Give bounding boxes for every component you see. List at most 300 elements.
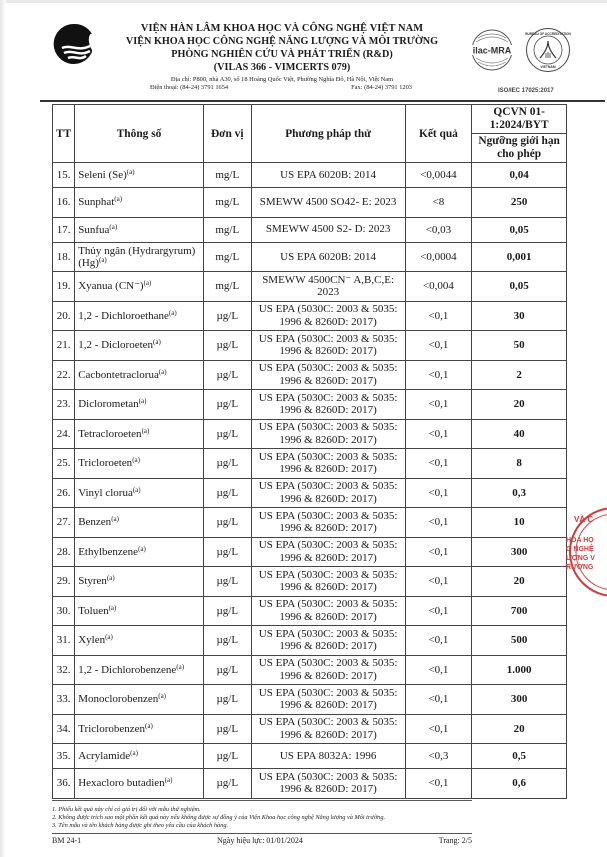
accredited-marker: (a) — [153, 338, 161, 347]
unit — [203, 626, 251, 656]
test-method — [251, 537, 405, 567]
accredited-marker: (a) — [126, 168, 135, 176]
result-value — [405, 478, 472, 508]
institute-logo-icon — [52, 22, 96, 66]
unit — [203, 331, 251, 361]
parameter-name-text: 1,2 - Dichloroethane — [78, 309, 169, 322]
row-number — [53, 769, 75, 799]
accredited-marker: (a) — [158, 367, 167, 376]
unit — [203, 714, 251, 744]
parameter-name — [75, 567, 204, 597]
parameter-name-text: Diclorometan — [78, 398, 139, 411]
header-limit: Ngưỡng giới hạn cho phép — [472, 134, 567, 163]
parameter-name — [75, 301, 204, 331]
row-number — [53, 567, 75, 597]
limit-value-text: 20 — [513, 398, 525, 411]
page-number: Trang: 2/5 — [438, 836, 472, 845]
limit-value — [472, 714, 567, 744]
row-number-text: 33. — [56, 693, 71, 706]
limit-value-text: 300 — [510, 545, 528, 558]
limit-value-text: 50 — [513, 339, 525, 352]
table-row — [53, 655, 567, 685]
parameter-name — [75, 390, 204, 420]
unit — [203, 655, 251, 685]
parameter-name-text: Tetracloroeten — [78, 427, 142, 440]
limit-value-text: 0,05 — [509, 280, 529, 293]
row-number — [53, 655, 75, 685]
limit-value — [472, 360, 567, 390]
red-stamp — [566, 500, 607, 600]
test-method — [251, 449, 405, 479]
accredited-marker: (a) — [168, 308, 177, 317]
parameter-name-text: Toluen — [78, 604, 109, 617]
parameter-name — [75, 217, 204, 242]
parameter-name — [75, 769, 204, 799]
result-value-text: <0,1 — [428, 457, 449, 470]
letterhead — [112, 22, 452, 92]
unit — [203, 301, 251, 331]
result-value — [405, 360, 472, 390]
limit-value-text: 0,6 — [512, 777, 527, 790]
test-method-text: US EPA (5030C: 2003 & 5035: 1996 & 8260D: 2017) — [258, 539, 398, 564]
table-row — [53, 188, 567, 218]
table-row — [53, 360, 567, 390]
table-row — [53, 217, 567, 242]
unit — [203, 567, 251, 597]
row-number-text: 27. — [56, 516, 71, 529]
result-value — [405, 449, 472, 479]
unit-text: mg/L — [215, 250, 240, 263]
parameter-name-text: Monoclorobenzen — [78, 693, 159, 706]
test-method-text: SMEWW 4500 S2- D: 2023 — [265, 223, 391, 236]
parameter-name — [75, 272, 204, 302]
row-number-text: 29. — [56, 575, 71, 588]
test-method-text: US EPA (5030C: 2003 & 5035: 1996 & 8260D: 2017) — [258, 657, 398, 682]
row-number — [53, 596, 75, 626]
header-divider — [40, 100, 605, 102]
parameter-name-text: Sunphat — [78, 196, 115, 209]
footnote: 3. Tên mẫu và tên khách hàng được ghi theo yêu cầu của khách hàng. — [52, 822, 229, 829]
test-method-text: SMEWW 4500 SO42- E: 2023 — [259, 196, 397, 208]
unit — [203, 744, 251, 769]
parameter-name — [75, 596, 204, 626]
test-method — [251, 360, 405, 390]
footer-bar — [52, 836, 472, 845]
footnote: 1. Phiếu kết quả này chỉ có giá trị đối với mẫu thử nghiệm. — [52, 806, 201, 813]
result-value-text: <0,3 — [428, 750, 449, 762]
parameter-name-text: Xyanua (CN⁻) — [78, 280, 144, 293]
header-parameter: Thông số — [75, 105, 204, 163]
result-value-text: <0,1 — [428, 722, 449, 735]
unit — [203, 685, 251, 715]
result-value-text: <8 — [432, 196, 445, 209]
unit-text: mg/L — [215, 169, 240, 181]
stamp-seal-icon — [566, 500, 607, 600]
table-row — [53, 478, 567, 508]
test-method-text: US EPA (5030C: 2003 & 5035: 1996 & 8260D: 2017) — [258, 598, 398, 623]
parameter-name — [75, 331, 204, 361]
limit-value-text: 300 — [510, 693, 528, 706]
table-row — [53, 390, 567, 420]
unit — [203, 449, 251, 479]
test-method-text: US EPA 6020B: 2014 — [280, 250, 377, 263]
limit-value-text: 20 — [513, 575, 525, 588]
parameter-name — [75, 508, 204, 538]
effective-date: Ngày hiệu lực: 01/01/2024 — [216, 836, 303, 845]
academy-name: VIỆN HÀN LÂM KHOA HỌC VÀ CÔNG NGHỆ VIỆT NAM — [140, 23, 424, 34]
parameter-name-text: 1,2 - Dichlorobenzene — [78, 663, 177, 676]
limit-value-text: 0,001 — [506, 250, 532, 263]
row-number-text: 20. — [56, 309, 71, 322]
unit — [203, 272, 251, 302]
limit-value-text: 10 — [513, 516, 525, 529]
parameter-name — [75, 449, 204, 479]
test-method — [251, 188, 405, 218]
limit-value — [472, 744, 567, 769]
row-number-text: 18. — [56, 250, 71, 263]
unit — [203, 390, 251, 420]
unit-text: µg/L — [216, 663, 239, 676]
bureau-accreditation-logo-icon — [525, 27, 571, 73]
accredited-marker: (a) — [109, 222, 118, 231]
parameter-name-text: Triclorobenzen — [78, 722, 146, 735]
row-number-text: 34. — [56, 722, 71, 735]
accreditation-codes: (VILAS 366 - VIMCERTS 079) — [213, 62, 351, 73]
table-row — [53, 596, 567, 626]
stamp-line: G NGHỆ — [566, 546, 594, 553]
test-method — [251, 596, 405, 626]
test-method-text: US EPA (5030C: 2003 & 5035: 1996 & 8260D: 2017) — [258, 627, 398, 653]
test-method-text: US EPA (5030C: 2003 & 5035: 1996 & 8260D: 2017) — [258, 480, 398, 505]
limit-value-text: 700 — [510, 604, 528, 617]
test-method-text: US EPA (5030C: 2003 & 5035: 1996 & 8260D: 2017) — [258, 716, 398, 741]
parameter-name — [75, 478, 204, 508]
parameter-name — [75, 714, 204, 744]
unit — [203, 537, 251, 567]
limit-value — [472, 596, 567, 626]
test-method — [251, 419, 405, 449]
iso-standard: ISO/IEC 17025:2017 — [498, 88, 554, 94]
test-method — [251, 714, 405, 744]
phone: Điện thoại: (84-24) 3791 1654 — [150, 84, 229, 91]
result-value — [405, 331, 472, 361]
test-method — [251, 655, 405, 685]
row-number-text: 19. — [56, 280, 71, 293]
result-value — [405, 272, 472, 302]
test-method-text: US EPA 6020B: 2014 — [280, 168, 377, 181]
limit-value-text: 8 — [516, 457, 522, 470]
table-row — [53, 163, 567, 188]
result-value-text: <0,1 — [428, 398, 449, 411]
test-method-text: US EPA 8032A: 1996 — [279, 749, 377, 762]
result-value-text: <0,1 — [428, 777, 449, 790]
limit-value — [472, 331, 567, 361]
limit-value — [472, 242, 567, 272]
row-number — [53, 188, 75, 218]
result-value-text: <0,0044 — [420, 169, 457, 181]
parameter-name-text: Benzen — [78, 516, 112, 529]
page-top-edge — [0, 0, 607, 3]
result-value-text: <0,1 — [428, 486, 449, 499]
table-row — [53, 714, 567, 744]
limit-value — [472, 188, 567, 218]
test-method — [251, 685, 405, 715]
limit-value — [472, 626, 567, 656]
row-number — [53, 360, 75, 390]
limit-value — [472, 163, 567, 188]
result-value-text: <0,1 — [428, 663, 449, 676]
parameter-name — [75, 626, 204, 656]
test-method-text: US EPA (5030C: 2003 & 5035: 1996 & 8260D: 2017) — [258, 332, 398, 358]
test-method — [251, 242, 405, 272]
result-value — [405, 419, 472, 449]
parameter-name-text: Cacbontetraclorua — [78, 368, 159, 381]
table-row — [53, 301, 567, 331]
result-value — [405, 537, 472, 567]
unit-text: µg/L — [216, 457, 239, 470]
limit-value — [472, 390, 567, 420]
unit-text: µg/L — [216, 575, 239, 588]
row-number — [53, 714, 75, 744]
result-value-text: <0,1 — [428, 427, 449, 440]
accredited-marker: (a) — [130, 749, 138, 757]
test-method-text: SMEWW 4500CN⁻ A,B,C,E: 2023 — [262, 273, 394, 299]
result-value — [405, 655, 472, 685]
row-number-text: 23. — [56, 398, 71, 411]
ilac-label: ilac-MRA — [472, 45, 512, 56]
parameter-name — [75, 537, 204, 567]
accredited-marker: (a) — [158, 692, 167, 701]
test-method — [251, 508, 405, 538]
result-value — [405, 596, 472, 626]
parameter-name-text: Styren — [78, 575, 107, 588]
parameter-name-text: Vinyl clorua — [78, 486, 133, 499]
row-number-text: 28. — [56, 545, 71, 558]
form-code: BM 24-1 — [52, 836, 82, 845]
footer-divider-2 — [52, 833, 472, 834]
result-value — [405, 714, 472, 744]
boa-label: BUREAU OF ACCREDITATION — [525, 32, 571, 36]
parameter-name-text: Acrylamide — [78, 750, 131, 762]
accredited-marker: (a) — [105, 633, 113, 642]
table-row — [53, 626, 567, 656]
row-number — [53, 272, 75, 302]
unit-text: µg/L — [216, 604, 239, 617]
result-value — [405, 390, 472, 420]
parameter-name — [75, 188, 204, 218]
unit-text: µg/L — [216, 693, 239, 706]
unit — [203, 360, 251, 390]
parameter-name — [75, 685, 204, 715]
stamp-line: ƯỢNG V — [566, 555, 595, 562]
result-value — [405, 217, 472, 242]
test-method-text: US EPA (5030C: 2003 & 5035: 1996 & 8260D: 2017) — [258, 686, 398, 712]
result-value — [405, 567, 472, 597]
row-number-text: 30. — [56, 604, 71, 617]
result-value — [405, 626, 472, 656]
row-number-text: 32. — [56, 663, 71, 676]
department-name: PHÒNG NGHIÊN CỨU VÀ PHÁT TRIỂN (R&D) — [171, 49, 393, 60]
accredited-marker: (a) — [106, 574, 115, 583]
unit — [203, 419, 251, 449]
unit-text: µg/L — [216, 777, 239, 790]
accredited-marker: (a) — [141, 426, 150, 435]
header-method: Phương pháp thử — [251, 105, 405, 163]
limit-value-text: 0,5 — [512, 750, 527, 762]
result-value — [405, 188, 472, 218]
row-number-text: 25. — [56, 457, 71, 470]
limit-value — [472, 769, 567, 799]
page-left-edge — [0, 0, 6, 857]
row-number-text: 17. — [56, 223, 71, 236]
parameter-name-text: Tricloroeten — [78, 457, 133, 470]
accredited-marker: (a) — [98, 255, 107, 264]
limit-value-text: 40 — [513, 427, 525, 440]
table-row — [53, 685, 567, 715]
result-value — [405, 301, 472, 331]
row-number-text: 36. — [56, 777, 71, 790]
row-number — [53, 685, 75, 715]
test-method — [251, 301, 405, 331]
row-number-text: 31. — [56, 634, 71, 647]
test-method — [251, 217, 405, 242]
unit — [203, 596, 251, 626]
accredited-marker: (a) — [145, 721, 153, 730]
test-method — [251, 769, 405, 799]
parameter-name — [75, 419, 204, 449]
row-number-text: 16. — [56, 196, 71, 209]
unit-text: µg/L — [216, 545, 239, 558]
unit-text: µg/L — [216, 398, 239, 411]
test-method — [251, 163, 405, 188]
results-table — [52, 104, 567, 799]
row-number-text: 22. — [56, 368, 71, 381]
accredited-marker: (a) — [111, 515, 119, 524]
test-method — [251, 390, 405, 420]
row-number — [53, 331, 75, 361]
parameter-name-text: Hexacloro butadien — [78, 777, 165, 790]
accredited-marker: (a) — [114, 195, 123, 204]
limit-value — [472, 685, 567, 715]
table-row — [53, 419, 567, 449]
unit-text: mg/L — [215, 196, 240, 209]
result-value-text: <0,0004 — [420, 250, 457, 263]
table-row — [53, 508, 567, 538]
stamp-line: HOA HỌ — [566, 537, 594, 544]
table-row — [53, 537, 567, 567]
limit-value-text: 20 — [513, 722, 525, 735]
contact-line — [112, 84, 452, 92]
result-value-text: <0,1 — [428, 634, 449, 647]
address: Địa chỉ: P800, nhà A30, số 18 Hoàng Quốc Việt, Phường Nghĩa Đô, Hà Nội, Việt Nam — [170, 76, 394, 83]
parameter-name-text: Thủy ngân (Hydrargyrum) (Hg) — [78, 244, 196, 269]
result-value — [405, 508, 472, 538]
test-method — [251, 272, 405, 302]
accredited-marker: (a) — [132, 456, 140, 465]
limit-value — [472, 449, 567, 479]
result-value — [405, 163, 472, 188]
table-row — [53, 331, 567, 361]
test-method-text: US EPA (5030C: 2003 & 5035: 1996 & 8260D: 2017) — [258, 303, 398, 328]
result-value — [405, 242, 472, 272]
accredited-marker: (a) — [138, 397, 147, 406]
table-row — [53, 449, 567, 479]
result-value-text: <0,1 — [428, 693, 449, 706]
table-row — [53, 769, 567, 799]
unit-text: µg/L — [216, 309, 239, 322]
parameter-name — [75, 744, 204, 769]
parameter-name-text: Ethylbenzene — [78, 545, 139, 558]
test-method-text: US EPA (5030C: 2003 & 5035: 1996 & 8260D: 2017) — [258, 362, 398, 387]
unit-text: µg/L — [216, 516, 239, 529]
test-method — [251, 567, 405, 597]
unit-text: µg/L — [216, 486, 239, 499]
accredited-marker: (a) — [143, 279, 152, 288]
unit-text: µg/L — [216, 339, 239, 352]
unit — [203, 769, 251, 799]
fax: Fax: (84-24) 3791 1203 — [351, 84, 412, 91]
row-number-text: 15. — [56, 169, 71, 181]
parameter-name-text: Seleni (Se) — [78, 169, 127, 181]
table-row — [53, 567, 567, 597]
row-number — [53, 537, 75, 567]
table-row — [53, 272, 567, 302]
parameter-name — [75, 360, 204, 390]
parameter-name-text: Sunfua — [78, 223, 110, 236]
row-number-text: 26. — [56, 486, 71, 499]
limit-value — [472, 655, 567, 685]
parameter-name — [75, 163, 204, 188]
result-value-text: <0,03 — [425, 223, 452, 236]
row-number — [53, 163, 75, 188]
result-value-text: <0,1 — [428, 604, 449, 617]
row-number — [53, 744, 75, 769]
test-method — [251, 626, 405, 656]
limit-value — [472, 537, 567, 567]
limit-value — [472, 478, 567, 508]
accredited-marker: (a) — [108, 603, 117, 612]
unit-text: mg/L — [215, 280, 240, 293]
test-method-text: US EPA (5030C: 2003 & 5035: 1996 & 8260D: 2017) — [258, 770, 398, 796]
header-tt: TT — [53, 105, 75, 163]
header-standard: QCVN 01-1:2024/BYT — [472, 105, 567, 134]
parameter-name — [75, 242, 204, 272]
limit-value-text: 30 — [513, 309, 525, 322]
limit-value — [472, 217, 567, 242]
result-value-text: <0,1 — [428, 368, 449, 381]
stamp-line: VÀ C — [574, 515, 594, 524]
limit-value — [472, 508, 567, 538]
unit-text: µg/L — [216, 634, 239, 647]
result-value-text: <0,1 — [428, 339, 449, 352]
accredited-marker: (a) — [176, 662, 185, 671]
test-method-text: US EPA (5030C: 2003 & 5035: 1996 & 8260D: 2017) — [258, 391, 398, 417]
limit-value-text: 500 — [510, 634, 528, 647]
test-method — [251, 478, 405, 508]
unit — [203, 188, 251, 218]
parameter-name-text: Xylen — [78, 634, 106, 647]
test-method-text: US EPA (5030C: 2003 & 5035: 1996 & 8260D: 2017) — [258, 509, 398, 535]
limit-value-text: 0,05 — [509, 223, 529, 236]
result-value-text: <0,1 — [428, 575, 449, 588]
boa-country: VIETNAM — [540, 65, 556, 69]
results-table-body — [53, 163, 567, 799]
result-value — [405, 744, 472, 769]
unit — [203, 508, 251, 538]
test-method-text: US EPA (5030C: 2003 & 5035: 1996 & 8260D: 2017) — [258, 568, 398, 594]
footer-divider — [52, 800, 472, 801]
limit-value-text: 2 — [516, 368, 522, 381]
